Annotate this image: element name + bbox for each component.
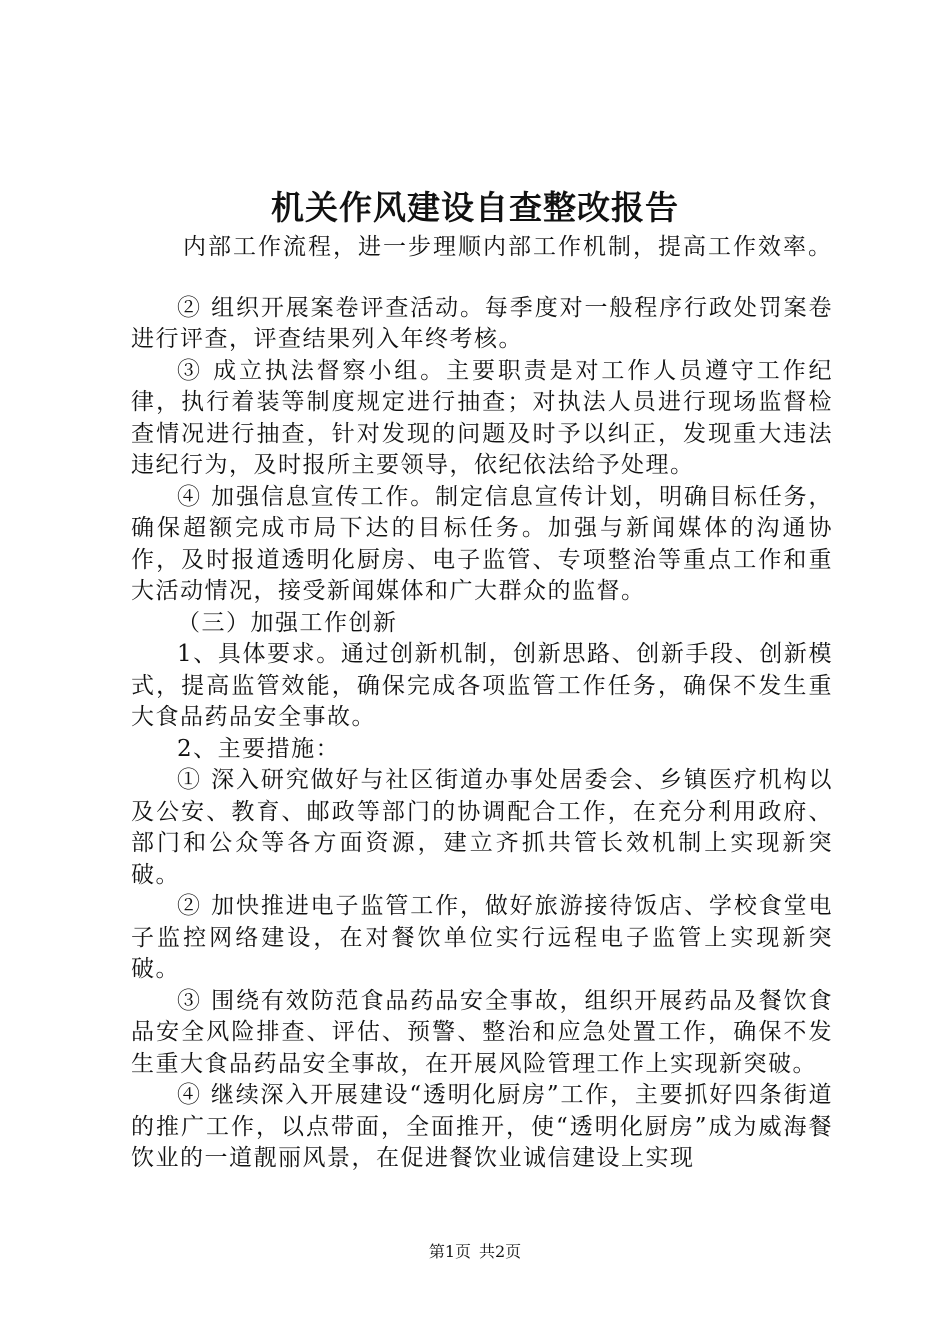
paragraph-case-review: ② 组织开展案卷评查活动。每季度对一般程序行政处罚案卷进行评查，评查结果列入年终考核。 — [131, 294, 833, 352]
page-total: 共2页 — [479, 1242, 522, 1261]
paragraph-electronic-supervision: ② 加快推进电子监管工作，做好旅游接待饭店、学校食堂电子监控网络建设，在对餐饮单位实行远程电子监管上实现新突破。 — [131, 893, 833, 982]
paragraph-measures-heading: 2、主要措施： — [177, 735, 341, 762]
page-footer — [0, 1240, 950, 1264]
paragraph-publicity: ④ 加强信息宣传工作。制定信息宣传计划，明确目标任务，确保超额完成市局下达的目标任务。加强与新闻媒体的沟通协作，及时报道透明化厨房、电子监管、专项整治等重点工作和重大活动情况，接受新闻媒体和广大群众的监督。 — [131, 483, 833, 604]
paragraph-risk-management: ③ 围绕有效防范食品药品安全事故，组织开展药品及餐饮食品安全风险排查、评估、预警、整治和应急处置工作，确保不发生重大食品药品安全事故，在开展风险管理工作上实现新突破。 — [131, 987, 833, 1077]
lead-line: 内部工作流程，进一步理顺内部工作机制，提高工作效率。 — [183, 234, 833, 260]
page-number: 第1页 — [428, 1242, 471, 1261]
paragraph-transparent-kitchen: ④ 继续深入开展建设“透明化厨房”工作，主要抓好四条街道的推广工作，以点带面，全面推开，使“透明化厨房”成为威海餐饮业的一道靓丽风景，在促进餐饮业诚信建设上实现 — [131, 1082, 833, 1171]
document-title: 机关作风建设自查整改报告 — [271, 188, 679, 227]
paragraph-coordination: ① 深入研究做好与社区街道办事处居委会、乡镇医疗机构以及公安、教育、邮政等部门的协调配合工作，在充分利用政府、部门和公众等各方面资源，建立齐抓共管长效机制上实现新突破。 — [131, 767, 833, 888]
paragraph-requirements: 1、具体要求。通过创新机制，创新思路、创新手段、创新模式，提高监管效能，确保完成各项监管工作任务，确保不发生重大食品药品安全事故。 — [131, 641, 833, 730]
paragraph-inspection-team: ③ 成立执法督察小组。主要职责是对工作人员遵守工作纪律，执行着装等制度规定进行抽查；对执法人员进行现场监督检查情况进行抽查，针对发现的问题及时予以纠正，发现重大违法违纪行为，及时报所主要领导，依纪依法给予处理。 — [131, 357, 833, 478]
section-heading-innovation: （三）加强工作创新 — [177, 609, 398, 636]
document-body — [131, 232, 833, 1175]
